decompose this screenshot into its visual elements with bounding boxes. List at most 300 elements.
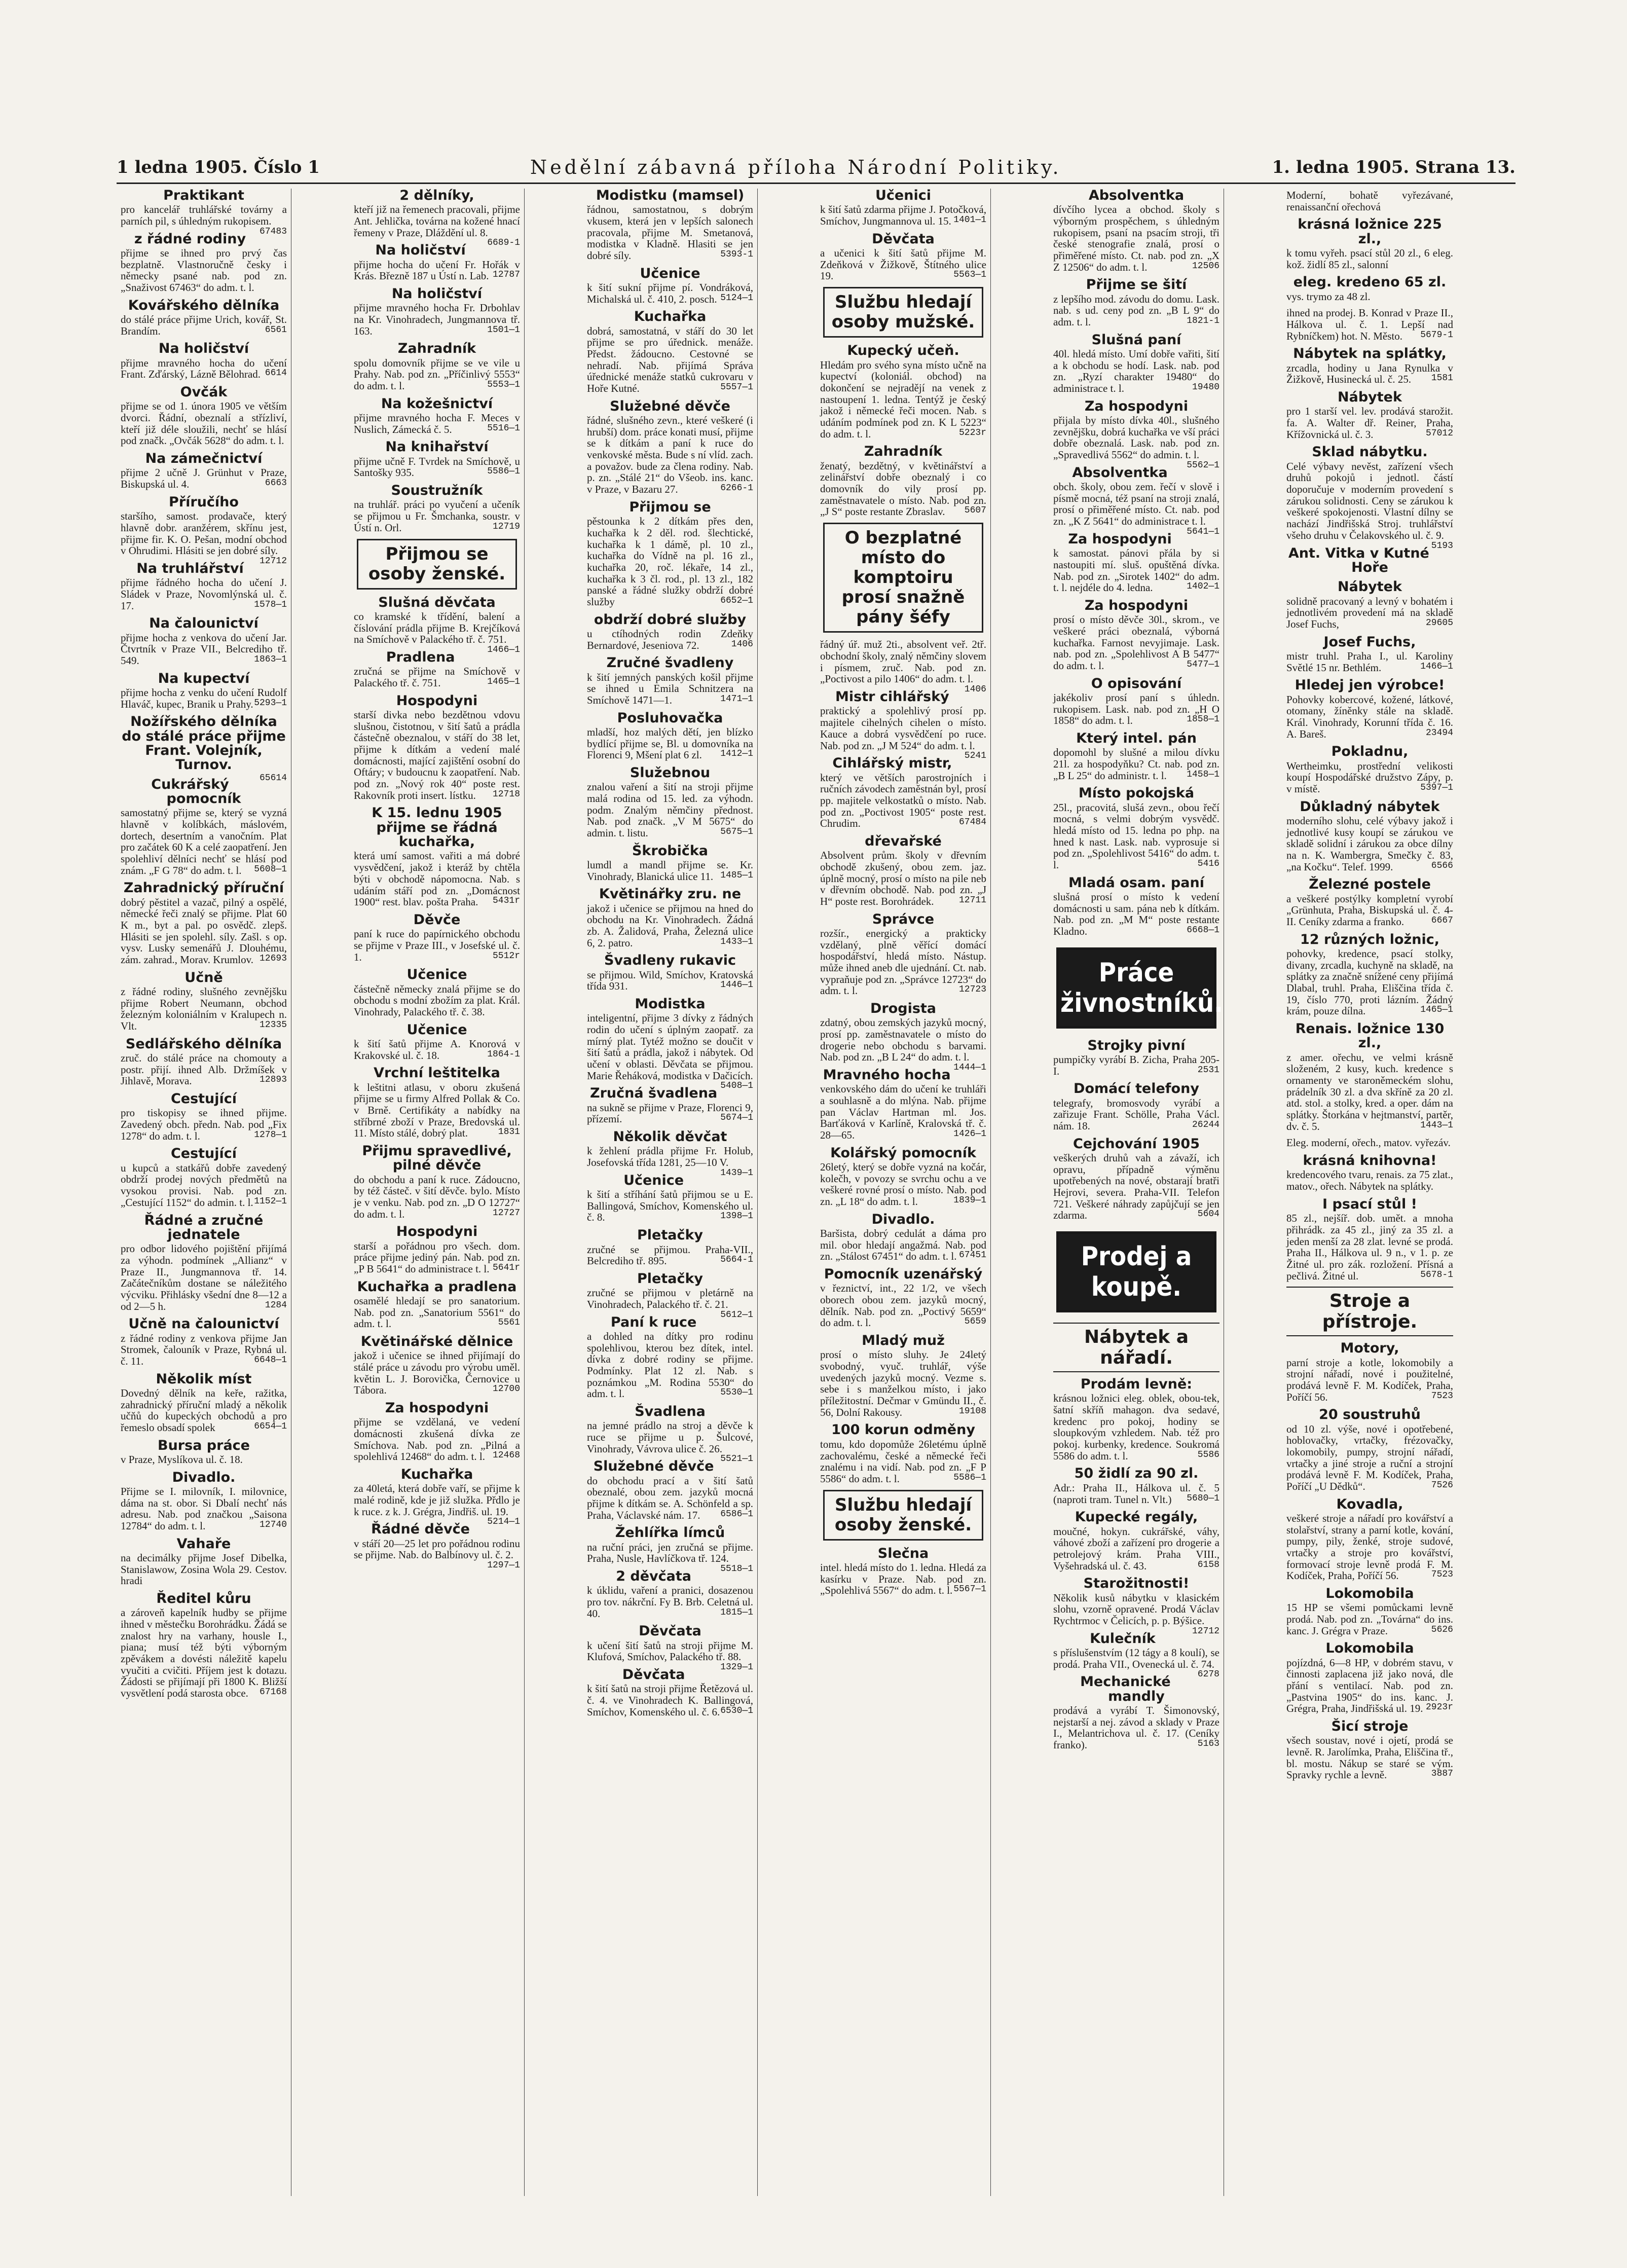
- ad-title: Žehlířka límců: [615, 1525, 725, 1541]
- classified-ad: [820, 1068, 986, 1141]
- ad-title: Švadleny rukavic: [604, 953, 736, 969]
- ad-text: [587, 726, 753, 761]
- ad-text: [121, 1243, 287, 1312]
- ad-text: [354, 1174, 520, 1220]
- ad-body: přijala by místo dívka 40l., slušného zevnějšku, dobrá kuchařka ve vší práci dobře obeznalá. Lask. nab. pod zn. „Spravedlivá 5562“ do admin. t. l.: [1053, 414, 1219, 461]
- ad-text: [1053, 481, 1219, 537]
- ad-code: 1839—1: [953, 1195, 986, 1206]
- classified-ad: [587, 189, 753, 262]
- ad-text: [121, 1387, 287, 1434]
- ad-body: kredencového tvaru, renais. za 75 zlat., matov., ořech. Nábytek na splátky.: [1286, 1168, 1453, 1193]
- ad-body: přijme mravného hocha F. Meces v Nuslich, Zámecká č. 5.: [354, 412, 520, 435]
- classified-ad: [121, 1317, 287, 1367]
- classified-ad: [354, 287, 520, 337]
- ad-body: 85 zl., nejšíř. dob. umět. a mnoha přihrádk. za 45 zl., jiný za 35 zl. a jeden menší za 28 zlat. levné se prodá. Praha II., Hálkova ul. 9 n., v 1. p. ze Žitné ul. pro zák. rozložení. Přísná a pečlivá. Žitné ul.: [1286, 1212, 1453, 1282]
- classified-ad: [820, 232, 986, 282]
- classified-ad: [587, 1525, 753, 1574]
- classified-ad: [354, 1280, 520, 1330]
- ad-text: [1286, 291, 1453, 303]
- classified-ad: [820, 912, 986, 997]
- classified-ad: [1286, 635, 1453, 674]
- ad-code: 5567—1: [953, 1584, 986, 1595]
- ad-code: 6667: [1431, 916, 1453, 926]
- ad-body: k šití šatů přijme A. Knorová v Krakovské ul. č. 18.: [354, 1037, 520, 1062]
- ad-code: 1402—1: [1187, 581, 1219, 592]
- ad-text: [121, 986, 287, 1032]
- ad-body: na jemné prádlo na stroj a děvče k ruce se přijme u p. Šulcové, Vinohrady, Vávrova ulice č. 26.: [587, 1419, 753, 1455]
- ad-title: Služebnou: [630, 764, 711, 781]
- ad-code: 5241: [964, 751, 986, 761]
- ad-title: Cukrářský pomocník: [151, 776, 241, 807]
- classified-ad: [1053, 278, 1219, 327]
- ad-code: 12693: [259, 954, 287, 964]
- ad-text: [354, 1295, 520, 1330]
- ad-body: k tomu vyřeh. psací stůl 20 zl., 6 eleg. kož. židlí 85 zl., salonní: [1286, 247, 1453, 271]
- ad-text: [354, 610, 520, 655]
- ad-title: 2 dělníky,: [399, 189, 474, 203]
- classified-ad: [820, 344, 986, 440]
- ad-text: [121, 687, 287, 710]
- classified-ad: [1053, 189, 1219, 273]
- classified-ad: [121, 1147, 287, 1208]
- ad-text: [1286, 307, 1453, 342]
- classified-ad: [1286, 347, 1453, 385]
- ad-title: Mladý muž: [862, 1333, 945, 1349]
- ad-body: a učenici k šití šatů přijme M. Zdeňková v Žižkově, Štítného ulice 19.: [820, 247, 986, 282]
- ad-text: [121, 1607, 287, 1699]
- ad-title: Strojky pivní: [1087, 1037, 1186, 1053]
- ad-text: [587, 903, 753, 949]
- ad-text: [587, 969, 753, 992]
- ad-text: [587, 516, 753, 607]
- ad-body: a zároveň kapelník hudby se přijme ihned v městečku Borohrádku. Žádá se znalost hry na varhany, housle I., piana; musí též býti výborným zpěvákem a dovésti náležitě kapelu vyučiti a cvičiti. Příjem jest k dotazu. Žádosti se přijímají při 1800 K. Bližší vysvětlení podá starosta obce.: [121, 1606, 287, 1700]
- classified-ad: [1053, 786, 1219, 870]
- ad-title: Praktikant: [163, 189, 244, 203]
- ad-body: samostatný přijme se, který se vyzná hlavně v kolíbkách, máslovém, dortech, desertním a vanočním. Plat pro začátek 60 K a celé zaopatření. Jen spolehliví dělníci nechť se hlásí pod znám. „F G 78“ do adm. t. l.: [121, 807, 287, 876]
- ad-code: 5626: [1431, 1624, 1453, 1635]
- ad-body: částečně německy znalá přijme se do obchodu s modní zbožím za plat. Král. Vinohrady, Palackého tř. č. 38.: [354, 982, 520, 1018]
- classified-ad: [121, 1092, 287, 1142]
- ad-title: Vrchní leštitelka: [374, 1065, 500, 1081]
- ad-body: 25l., pracovitá, slušá zevn., obou řečí mocná, s velmi dobrým vysvědč. hledá místo od 15. ledna po php. na hned k nast. Lask. nab. vyprosuje si pod zn. „Spolehlivost 5416“ do adm. t. l.: [1053, 801, 1219, 871]
- classified-ad: [121, 452, 287, 490]
- classified-ad: [121, 189, 287, 237]
- ad-text: [820, 772, 986, 829]
- ad-code: 1858—1: [1187, 714, 1219, 725]
- ad-code: 5416: [1197, 858, 1219, 869]
- ad-code: 12718: [492, 789, 520, 799]
- ad-body: do obchodu prací a v šití šatů obeznalé, obou zem. jazyků mocná přijme k dítkám se. A. Schönfeld a sp. Praha, Václavské nám. 17.: [587, 1474, 753, 1521]
- ad-text: [1053, 414, 1219, 470]
- ad-text: [354, 1350, 520, 1396]
- ad-title: Domácí telefony: [1074, 1081, 1199, 1097]
- ad-code: 6158: [1197, 1559, 1219, 1570]
- ad-title: Kuchařka: [400, 1467, 473, 1483]
- ad-text: [354, 666, 520, 688]
- ad-text: [587, 1331, 753, 1400]
- ad-body: k šití a stříhání šatů přijmou se u E. Ballingová, Smíchov, Komenského ul. č. 8.: [587, 1188, 753, 1224]
- ad-body: k samostat. pánovi přála by si nastoupiti mí. sluš. opuštěná dívka. Nab. pod zn. „Sirotek 1402“ do adm. t. l. nejdéle do 4. ledna.: [1053, 547, 1219, 594]
- ad-body: staršího, samost. prodavače, který hlavně dobr. aranžérem, skřínu jest, přijme fir. K. O. Pešan, modní obchod v Ohrudimi. Hlásiti se jen dobré síly.: [121, 510, 287, 557]
- ad-title: Hospodyni: [396, 1224, 478, 1240]
- ad-title: Na holičství: [158, 341, 249, 357]
- classified-ad: [587, 1086, 753, 1125]
- ad-code: 6689-1: [487, 238, 520, 248]
- ad-code: 1864-1: [487, 1049, 520, 1059]
- ad-body: starší a pořádnou pro všech. dom. práce přijme jediný pán. Nab. pod zn. „P B 5641“ do administrace t. l.: [354, 1239, 520, 1275]
- ad-text: [1286, 1052, 1453, 1132]
- ad-code: 6654—1: [254, 1421, 287, 1432]
- ad-body: veškerých druhů vah a závaží, ich opravu, případně výměnu upotřebených na nové, obstarají bratři Hejrovi, severa. Praha-VII. Telefon 721. Veškeré náhrady zapůjčují se jen zdarma.: [1053, 1152, 1219, 1222]
- classifieds-columns: [117, 189, 1515, 2196]
- ad-body: jakékoliv prosí paní s úhledn. rukopisem. Lask. nab. pod zn. „H O 1858“ do adm. t. l.: [1053, 691, 1219, 727]
- ad-body: na truhlář. práci po vyučení a učeník se přijmou u Fr. Šmchanka, soustr. v Ústí n. Orl.: [354, 498, 520, 534]
- ad-text: [1286, 1137, 1453, 1149]
- ad-title: Kulečník: [1090, 1630, 1156, 1647]
- ad-title: Modistku (mamsel): [596, 189, 745, 203]
- ad-title: 12 různých ložnic,: [1300, 931, 1439, 947]
- ad-text: [1286, 1423, 1453, 1492]
- header-right: 1. ledna 1905. Strana 13.: [1272, 157, 1515, 177]
- ad-title: Důkladný nábytek: [1300, 798, 1440, 815]
- ad-body: zručné se přijmou v pletárně na Vinohradech, Palackého tř. č. 21.: [587, 1287, 753, 1310]
- ad-body: pojízdná, 6—8 HP, v dobrém stavu, v činnosti zaplacena již jako nová, dle přání s ventilací. Nab. pod zn. „Pastvina 1905“ do ins. kanc. J. Grégra, Praha, Jindřišská ul. 19.: [1286, 1656, 1453, 1715]
- ad-body: z řádné rodiny, slušného zevnějšku přijme Robert Neumann, obchod železným koloniálním v Kralupech n. Vlt.: [121, 985, 287, 1033]
- classified-ad: [1053, 1467, 1219, 1505]
- ad-title: Lokomobila: [1325, 1585, 1414, 1601]
- ad-body: lumdl a mandl přijme se. Kr. Vinohrady, Blanická ulice 11.: [587, 858, 753, 883]
- ad-title: Na knihařství: [385, 439, 489, 455]
- ad-code: 1278—1: [254, 1129, 287, 1140]
- classified-ad: [1053, 1082, 1219, 1131]
- ad-code: 12335: [259, 1020, 287, 1031]
- ad-title: 2 děvčata: [616, 1568, 691, 1584]
- classified-ad: [587, 844, 753, 883]
- ad-text: [1286, 406, 1453, 440]
- ad-title: Ředitel kůru: [156, 1591, 251, 1607]
- ad-title: Na zámečnictví: [145, 451, 263, 467]
- classified-ad: [354, 694, 520, 801]
- classified-ad: [354, 243, 520, 282]
- ad-body: v řeznictví, int., 22 1/2, ve všech oborech obou zem. jazyků mocný, dělník. Nab. pod zn. „Poctivý 5659“ do adm. t. l.: [820, 1282, 986, 1329]
- classified-ad: [1286, 745, 1453, 794]
- ad-title: Švadlena: [635, 1403, 706, 1419]
- ad-title: Absolventka: [1072, 464, 1168, 481]
- ad-text: [587, 1639, 753, 1673]
- ad-title: Starožitnosti!: [1083, 1576, 1190, 1592]
- ad-title: Kupecký učeň.: [847, 343, 959, 359]
- ad-text: [354, 1038, 520, 1061]
- ad-text: [1286, 1169, 1453, 1192]
- ad-title: Pomocník uzenářský: [824, 1266, 983, 1283]
- ad-text: [587, 1683, 753, 1717]
- ad-body: Několik kusů nábytku v klasickém slohu, vzorně opravené. Prodá Václav Rychtrmoc v Čelicích, p. p. Býšice.: [1053, 1591, 1219, 1627]
- ad-code: 5408—1: [720, 1081, 753, 1091]
- ad-code: 7526: [1431, 1480, 1453, 1490]
- ad-code: 12787: [492, 270, 520, 280]
- ad-body: pro tiskopisy se ihned přijme. Zavedený obch. předn. Nab. pod „Fix 1278“ do adm. t. l.: [121, 1107, 287, 1142]
- ad-title: Šicí stroje: [1331, 1718, 1409, 1735]
- ad-text: [121, 577, 287, 611]
- ad-code: 1501—1: [487, 324, 520, 335]
- classified-ad: [121, 672, 287, 710]
- ad-text: [1286, 815, 1453, 872]
- ad-code: 12712: [259, 556, 287, 566]
- ad-text: [1053, 1098, 1219, 1132]
- ad-text: [820, 1283, 986, 1329]
- ad-text: [1286, 1213, 1453, 1282]
- ad-title: Učenice: [623, 1172, 684, 1188]
- ad-text: [1053, 1054, 1219, 1077]
- ad-code: 12727: [492, 1208, 520, 1218]
- ad-body: která umí samost. vařiti a má dobré vysvědčení, jakož i kteráž by chtěla býti v obchodě nápomocna. Nab. s udáním stáří pod zn. „Domácnost 1900“ rest. blav. pošta Praha.: [354, 850, 520, 908]
- ad-code: 5563—1: [953, 270, 986, 280]
- ad-body: Dovedný dělník na keře, ražitka, zahradnický příruční mladý a několik učňů do kupeckých obchodů a pro řemeslo obsadí spolek: [121, 1386, 287, 1434]
- ad-body: mistr truhl. Praha I., ul. Karoliny Světlé 15 nr. Bethlém.: [1286, 649, 1453, 674]
- classified-ad: [820, 1423, 986, 1484]
- classified-ad: [587, 1174, 753, 1223]
- ad-body: moučné, hokyn. cukrářské, váhy, váhové zboží a zařízení pro drogerie a petrolejový krám. Praha VIII., Vyšehradská ul. č. 43.: [1053, 1525, 1219, 1572]
- ad-body: řádnou, samostatnou, s dobrým vkusem, která jen v lepších salonech pracovala, přijme M. Smetanová, modistka v Kladně. Hlasiti se jen dobré síly.: [587, 203, 753, 262]
- ad-text: [1286, 760, 1453, 795]
- ad-text: [587, 859, 753, 882]
- ad-body: k šití šatů zdarma přijme J. Potočková, Smíchov, Jungmannova ul. 15.: [820, 203, 986, 228]
- ad-code: 1444—1: [953, 1062, 986, 1073]
- classified-ad: [121, 616, 287, 666]
- column-4: [816, 189, 991, 2196]
- classified-ad: [1286, 1587, 1453, 1636]
- ad-text: [354, 499, 520, 533]
- classified-ad: [1286, 580, 1453, 630]
- ad-body: jakož i učenice se ihned přijímají do stálé práce u závodu pro výrobu uměl. květin L. J. Borovička, Černovice u Tábora.: [354, 1349, 520, 1397]
- ad-code: 65614: [259, 773, 287, 783]
- ad-code: 6561: [265, 324, 287, 335]
- ad-code: 57012: [1425, 428, 1453, 438]
- ad-body: přijme 2 učně J. Grünhut v Praze, Biskupská ul. 4.: [121, 466, 287, 491]
- ad-code: 67168: [259, 1687, 287, 1698]
- ad-code: 5293—1: [254, 698, 287, 708]
- ad-title: Na holičství: [391, 286, 483, 302]
- ad-title: Slušná paní: [1091, 332, 1181, 348]
- ad-code: 3887: [1431, 1769, 1453, 1779]
- classified-ad: [587, 1228, 753, 1267]
- ad-text: [354, 412, 520, 435]
- ad-body: k šití sukní přijme pí. Vondráková, Michalská ul. č. 410, 2. posch.: [587, 281, 753, 305]
- ad-body: prosí o místo děvče 30l., skrom., ve veškeré práci obeznalá, výborná kuchařka. Farnost nevyjimaje. Lask. nab. pod zn. „Spolehlivost A B 5477“ do adm. t. l.: [1053, 613, 1219, 672]
- ad-title: K 15. lednu 1905 přijme se řádná kuchařka,: [372, 805, 502, 850]
- classified-ad: [121, 971, 287, 1032]
- ad-code: 5664-1: [720, 1255, 753, 1265]
- ad-title: Kolářský pomocník: [830, 1145, 976, 1161]
- ad-title: Ovčák: [180, 384, 228, 400]
- column-1: [117, 189, 291, 2196]
- ad-text: [121, 400, 287, 447]
- ad-body: pumpičky vyrábí B. Zicha, Praha 205-I.: [1053, 1053, 1219, 1077]
- ad-title: obdrží dobré služby: [594, 611, 747, 628]
- ad-code: 5562—1: [1187, 460, 1219, 470]
- ad-text: [1286, 650, 1453, 673]
- classified-ad: [1286, 1408, 1453, 1492]
- classified-ad: [587, 267, 753, 305]
- classified-ad: [354, 806, 520, 907]
- ad-code: 5561: [498, 1318, 520, 1328]
- ad-title: 100 korun odměny: [831, 1422, 975, 1438]
- ad-code: 67483: [259, 226, 287, 237]
- ad-text: [587, 672, 753, 706]
- classified-ad: [1286, 800, 1453, 873]
- ad-title: Několik děvčat: [613, 1129, 727, 1145]
- ad-body: do stálé práce přijme Urich, kovář, St. Brandím.: [121, 313, 287, 337]
- ad-title: Přijmu spravedlivé, pilné děvče: [362, 1143, 512, 1174]
- classified-ad: [1286, 877, 1453, 927]
- classified-ad: [354, 1066, 520, 1139]
- ad-code: 1821-1: [1187, 316, 1219, 326]
- ad-text: [121, 357, 287, 380]
- ad-title: dřevařské: [865, 833, 942, 849]
- ad-title: Mistr cihlářský: [835, 689, 949, 705]
- ad-code: 6648—1: [254, 1355, 287, 1365]
- ad-body: rozšír., energický a prakticky vzdělaný, plně věřící domácí hospodářství, hledá místo. Nástup. může ihned aneb dle ujednání. Ct. nab. vypraňuje pod zn. „Správce 12723“ do adm. t. l.: [820, 927, 986, 997]
- ad-text: [1053, 1393, 1219, 1461]
- ad-body: řádné, slušného zevn., které veškeré (i hrubší) dom. práce konati musí, přijme se k dítkám a paní k ruce do venkovské města. Bude s ní vlíd. zach. a považov. bude za člena rodiny. Nab. p. zn. „Stálé 21“ do Všeob. ins. kanc. v Praze, v Bazaru 27.: [587, 414, 753, 496]
- ad-title: Přijmou se: [629, 499, 711, 515]
- ad-code: 1406: [964, 684, 986, 695]
- ad-title: Hledej jen výrobce!: [1295, 677, 1445, 693]
- ad-title: Lokomobila: [1325, 1640, 1414, 1657]
- ad-code: 5393-1: [720, 249, 753, 260]
- ad-code: 5397—1: [1420, 782, 1453, 793]
- ad-code: 2531: [1197, 1065, 1219, 1075]
- ad-title: Ant. Vitka v Kutné Hoře: [1288, 545, 1429, 575]
- ad-body: z řádné rodiny z venkova přijme Jan Stromek, čalouník v Praze, Rybná ul. č. 11.: [121, 1332, 287, 1367]
- ad-code: 5679-1: [1420, 330, 1453, 340]
- section-box: O bezplatné místo do komptoiru prosí snažně pány šéfy: [823, 523, 983, 633]
- ad-text: [1053, 294, 1219, 328]
- ad-title: Bursa práce: [158, 1437, 250, 1453]
- ad-title: eleg. kredeno 65 zl.: [1293, 274, 1447, 290]
- ad-code: 7523: [1431, 1391, 1453, 1401]
- ad-title: Železné postele: [1309, 876, 1431, 893]
- ad-title: Řádné děvče: [371, 1521, 470, 1538]
- ad-title: Nábytek: [1338, 389, 1402, 406]
- classified-ad: [587, 1668, 753, 1717]
- ad-title: Kuchařka a pradlena: [357, 1278, 517, 1295]
- ad-text: [1053, 747, 1219, 781]
- classified-ad: [1286, 1154, 1453, 1192]
- ad-code: 5604: [1197, 1209, 1219, 1220]
- classified-ad: [820, 445, 986, 518]
- classified-ad: [587, 613, 753, 651]
- classified-ad: [354, 342, 520, 391]
- classified-ad: [587, 711, 753, 761]
- ad-text: [121, 1052, 287, 1087]
- ad-text: [354, 203, 520, 248]
- ad-text: [1286, 1602, 1453, 1636]
- ad-code: 67484: [958, 817, 986, 828]
- classified-ad: [1053, 1576, 1219, 1636]
- ad-text: [587, 1189, 753, 1223]
- ad-code: 7523: [1431, 1569, 1453, 1580]
- classified-ad: [121, 1537, 287, 1587]
- ad-title: Květinářské dělnice: [360, 1334, 513, 1350]
- ad-text: [1053, 692, 1219, 726]
- classified-ad: [354, 650, 520, 689]
- classified-ad: [587, 1129, 753, 1178]
- ad-title: Řádné a zručné jednatele: [144, 1212, 264, 1242]
- ad-title: Zručná švadlena: [590, 1085, 718, 1102]
- ad-body: ženatý, bezdětný, v květinářství a zelinářství dobře obeznalý i co domovník do vily prosí pp. zaměstnavatele o místo. Nab. pod zn. „J S“ poste restante Zbraslav.: [820, 459, 986, 518]
- classified-ad: [354, 1225, 520, 1274]
- classified-ad: [587, 954, 753, 992]
- ad-body: pro kancelář truhlářské továrny a parních pil, s úhledným rukopisem.: [121, 203, 287, 228]
- ad-title: Nožířského dělníka do stálé práce přijme Frant. Volejník, Turnov.: [122, 714, 286, 773]
- ad-title: Slušná děvčata: [378, 594, 496, 610]
- classified-ad: [1053, 1377, 1219, 1461]
- ad-title: Za hospodyni: [1084, 398, 1189, 414]
- ad-code: 5607: [964, 505, 986, 516]
- ad-body: pohovky, kredence, psací stolky, divany, zrcadla, kuchyně na skladě, na splátky za značně snížené ceny přijímá Dlabal, truhl. Praha, Eliščina třída č. 19, číslo 770, proti lázním. Žádný krám, pouze dílna.: [1286, 947, 1453, 1017]
- classified-ad: [1286, 1720, 1453, 1781]
- ad-code: 5518—1: [720, 1563, 753, 1574]
- ad-text: [1286, 460, 1453, 551]
- classified-ad: [354, 1144, 520, 1220]
- classified-ad: [1286, 546, 1453, 575]
- ad-body: tomu, kdo dopomůže 26letému úplně zachovalému, české a německé řeči znalému i na vidí. Nab. pod zn. „F P 5586“ do adm. t. l.: [820, 1438, 986, 1485]
- ad-title: Na kožešnictví: [381, 395, 493, 412]
- ad-title: Květinářky zru. ne: [599, 886, 742, 902]
- ad-text: [354, 709, 520, 801]
- classified-ad: [1053, 677, 1219, 726]
- ad-text: [820, 928, 986, 997]
- classified-ad: [1053, 599, 1219, 672]
- ad-code: 1815—1: [720, 1607, 753, 1618]
- classified-ad: [1286, 1341, 1453, 1403]
- ad-text: [1053, 891, 1219, 937]
- ad-code: 5431r: [492, 896, 520, 906]
- ad-body: Wertheimku, prostřední velikosti koupí Hospodářské družstvo Zápy, p. v místě.: [1286, 759, 1453, 795]
- ad-title: Děvčata: [639, 1623, 701, 1639]
- classified-ad: [1053, 1510, 1219, 1571]
- ad-title: Kuchařka: [634, 309, 707, 325]
- classified-ad: [587, 1270, 753, 1320]
- ad-code: 12506: [1192, 261, 1219, 271]
- ad-body: Hledám pro svého syna místo učně na kupectví (koloniál. obchod) na dokončení se nejradějí na venek z nastoupení 1. ledna. Tentýž je český jakož i německé řeči mocen. Nab. s udáním podmínek pod zn. K L 5223“ do adm. t. l.: [820, 358, 986, 440]
- ad-title: Správce: [872, 911, 935, 927]
- classified-ad: [354, 968, 520, 1017]
- classified-ad: [121, 562, 287, 611]
- classified-ad: [121, 342, 287, 380]
- ad-body: Eleg. moderní, ořech., matov. vyřezáv.: [1286, 1137, 1451, 1149]
- ad-text: [587, 1145, 753, 1178]
- classified-ad: [354, 1023, 520, 1062]
- ad-text: [121, 1454, 287, 1466]
- ad-body: parní stroje a kotle, lokomobily a strojní nářadí, nové i použitelné, prodává levně F. M. Kodíček, Praha, Poříčí 56.: [1286, 1356, 1453, 1403]
- ad-title: Na kupectví: [158, 670, 250, 686]
- classified-ad: [587, 500, 753, 608]
- ad-text: [1053, 547, 1219, 594]
- ad-text: [121, 1162, 287, 1209]
- classified-ad: [1053, 731, 1219, 781]
- ad-code: 1485—1: [720, 870, 753, 881]
- column-5: [1049, 189, 1224, 2196]
- ad-text: [587, 781, 753, 838]
- ad-code: 12468: [492, 1450, 520, 1461]
- ad-body: zdatný, obou zemských jazyků mocný, prosí pp. zaměstnavatele o místo do drogerie nebo obchodu s barvami. Nab. pod zn. „B L 24“ do adm. t. l.: [820, 1016, 986, 1064]
- ad-text: [121, 467, 287, 490]
- ad-text: [587, 415, 753, 495]
- ad-text: [1053, 1705, 1219, 1751]
- ad-text: [1286, 893, 1453, 928]
